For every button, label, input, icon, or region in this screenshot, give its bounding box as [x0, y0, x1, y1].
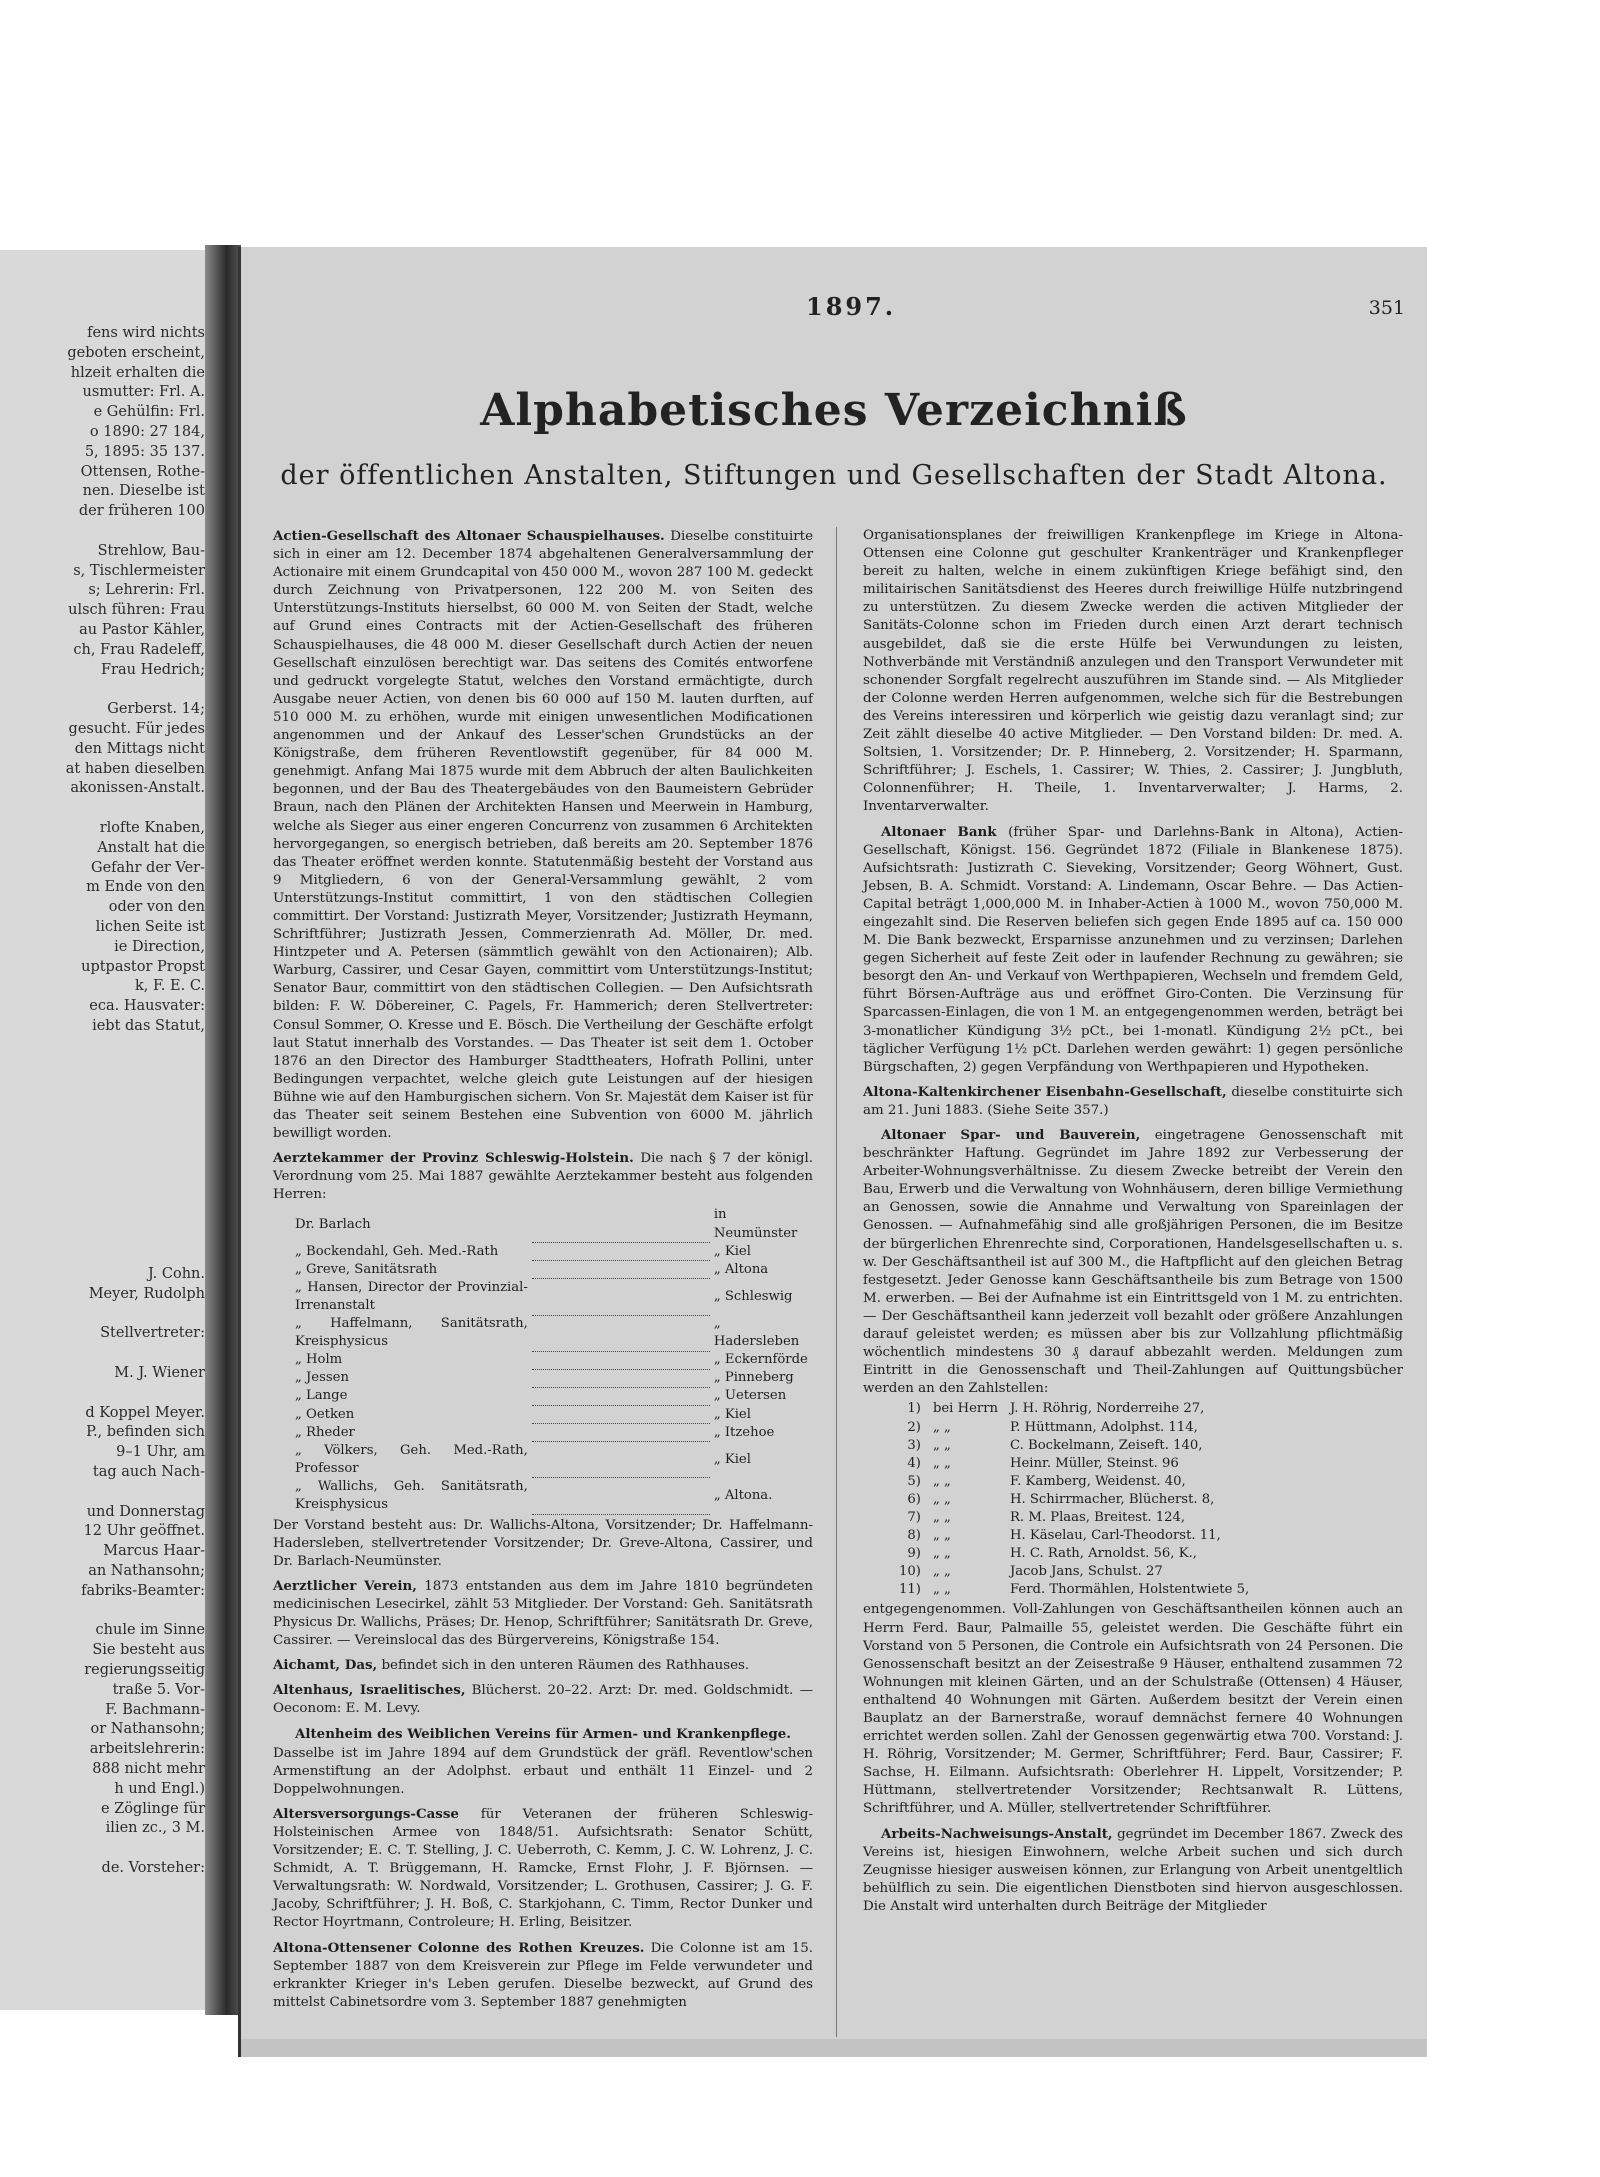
left-page-line: nen. Dieselbe ist: [82, 483, 205, 500]
table-row: [291, 1369, 813, 1387]
entry-heading: Altenhaus, Israelitisches,: [273, 1682, 466, 1699]
left-page-line: Stellvertreter:: [100, 1325, 205, 1342]
zahlstelle-pre: „ „: [932, 1473, 951, 1489]
entry-heading: Altenheim des Weiblichen Vereins für Armen- und Krankenpflege.: [295, 1725, 791, 1742]
table-row: [291, 1279, 813, 1315]
leader-dots: [532, 1424, 710, 1442]
zahlstelle-no: 6): [907, 1491, 921, 1507]
left-page-line: h und Engl.): [114, 1780, 205, 1797]
page-year: 1897.: [806, 292, 897, 321]
entry-aerztekammer: [273, 1149, 813, 1204]
left-page-line: an Nathansohn;: [88, 1562, 205, 1579]
entry-arbeits-nachweisung: [863, 1825, 1403, 1916]
entry-text: befindet sich in den unteren Räumen des Rathhauses.: [381, 1658, 750, 1674]
leader-dots: [532, 1279, 710, 1315]
aerzte-name: „ Bockendahl, Geh. Med.-Rath: [295, 1243, 499, 1259]
left-page-line: au Pastor Kähler,: [79, 621, 205, 638]
left-page-line: gesucht. Für jedes: [68, 720, 205, 737]
zahlstelle-name: J. H. Röhrig, Norderreihe 27,: [1010, 1401, 1205, 1417]
leader-dots: [532, 1387, 710, 1405]
entry-text: Dieselbe constituirte sich in einer am 12. December 1874 abgehaltenen Generalversammlung der Actionaire mit einem Grundcapital von 450 000 M., wovon 287 100 M. gedeckt durch Zeichnung von Privatpersonen, 122 200 M. von Seiten des Unterstützungs-Instituts hierselbst, 60 000 M. von Seiten der Stadt, welche auf Grund eines Contracts mit der Actien-Gesellschaft des früheren Schauspielhauses, die 48 000 M. dieser Gesellschaft durch Actien der neuen Gesellschaft einzulösen berechtigt war. Das seitens des Comités entworfene und gedruckt vorgelegte Statut, welches den Vorstand ermächtigte, durch Ausgabe neuer Actien, von denen bis 60 000 auf 150 M. lauten durften, auf 510 000 M. zu erhöhen, wurde mit einigen unwesentlichen Modificationen angenommen und der Ankauf des Lesser'schen Grundstücks an der Königstraße, dem früheren Reventlowstift gegenüber, für 84 000 M. genehmigt. Anfang Mai 1875 wurde mit dem Abbruch der alten Baulichkeiten begonnen, und der Bau des Theatergebäudes von den Baumeistern Gebrüder Braun, nach den Plänen der Architekten Hansen und Meerwein in Hamburg, welche als Sieger aus einer engeren Concurrenz von zusammen 6 Architekten hervorgegangen, so energisch betrieben, daß bereits am 20. September 1876 das Theater eröffnet werden konnte. Statutenmäßig besteht der Vorstand aus 9 Mitgliedern, 6 von der General-Versammlung gewählt, 2 vom Unterstützungs-Institut committirt, 1 von den städtischen Collegien committirt. Der Vorstand: Justizrath Meyer, Vorsitzender; Justizrath Heymann, Schriftführer; Justizrath Jessen, Commerzienrath Ad. Möller, Dr. med. Hintzpeter und A. Petersen (sämmtlich gewählt von den Actionairen); Alb. Warburg, Cassirer, und Cesar Gayen, committirt vom Unterstützungs-Institut; Senator Baur, committirt von den städtischen Collegien. — Den Aufsichtsrath bilden: F. W. Döbereiner, C. Pagels, Fr. Hammerich; deren Stellvertreter: Consul Sommer, O. Kresse und E. Bösch. Die Vertheilung der Geschäfte erfolgt laut Statut innerhalb des Vorstandes. — Das Theater ist seit dem 1. October 1876 an den Director des Hamburger Stadttheaters, Hofrath Pollini, unter Bedingungen verpachtet, welche gleich gute Leistungen auf der hiesigen Bühne wie auf den Hamburgischen sichern. Von Sr. Majestät dem Kaiser ist für das Theater seit seinem Bestehen eine Subvention von 6000 M. jährlich bewilligt worden.: [273, 529, 813, 1142]
entry-heading: Arbeits-Nachweisungs-Anstalt,: [881, 1825, 1113, 1842]
zahlstelle-pre: bei Herrn: [932, 1401, 998, 1417]
left-page-line: de. Vorsteher:: [101, 1859, 205, 1876]
page-bottom-edge: [241, 2039, 1427, 2057]
page-number: 351: [1368, 297, 1405, 319]
zahlstelle-no: 2): [907, 1419, 921, 1435]
zahlstelle-pre: „ „: [932, 1528, 951, 1544]
left-page-line: [0, 1305, 205, 1325]
zahlstelle-no: 3): [907, 1437, 921, 1453]
entry-heading: Altonaer Spar- und Bauverein,: [881, 1127, 1141, 1143]
left-page-line: regierungsseitig: [84, 1661, 205, 1678]
aerzte-name: „ Völkers, Geh. Med.-Rath, Professor: [295, 1442, 528, 1476]
left-page-fragment: [0, 250, 218, 2010]
entry-text: 1873 entstanden aus dem im Jahre 1810 begründeten medicinischen Lesecirkel, zählt 53 Mitglieder. Der Vorstand: Geh. Sanitätsrath Physicus Dr. Wallichs, Präses; Dr. Henop, Schriftführer; Sanitätsrath Dr. Greve, Cassirer. — Vereinslocal das des Bürgervereins, Königstraße 154.: [273, 1578, 813, 1649]
entry-text: (früher Spar- und Darlehns-Bank in Altona), Actien-Gesellschaft, Königst. 156. Gegründet 1872 (Filiale in Blankenese 1875). Aufsichtsrath: Justizrath C. Sieveking, Vorsitzender; Georg Wöhnert, Gust. Jebsen, B. A. Schmidt. Vorstand: A. Lindemann, Oscar Behre. — Das Actien-Capital beträgt 1,000,000 M. in Inhaber-Actien à 1000 M., wovon 750,000 M. eingezahlt sind. Die Reserven beliefen sich gegen Ende 1895 auf ca. 150 000 M. Die Bank bezweckt, Ersparnisse anzunehmen und zu verzinsen; Darlehen gegen Sicherheit auf feste Zeit oder in laufender Rechnung zu gewähren; sie besorgt den An- und Verkauf von Werthpapieren, Wechseln und fremdem Geld, führt Börsen-Aufträge aus und eröffnet Giro-Conten. Die Verzinsung für Sparcassen-Einlagen, die von 1 M. an entgegengenommen werden, beträgt bei 3-monatlicher Kündigung 3½ pCt., bei 1-monatl. Kündigung 2½ pCt., bei täglicher Verfügung 1½ pCt. Darlehen werden gewährt: 1) gegen persönliche Bürgschaften, 2) gegen Verpfändung von Werthpapieren und Hypotheken.: [863, 824, 1403, 1075]
aerzte-name: „ Greve, Sanitätsrath: [295, 1261, 438, 1277]
left-page-line: [0, 799, 205, 819]
zahlstelle-pre: „ „: [932, 1564, 951, 1580]
table-row: [893, 1400, 1255, 1418]
entry-text: für Veteranen der früheren Schleswig-Holsteinischen Armee von 1848/51. Aufsichtsrath: Senator Schütt, Vorsitzender; E. C. T. Stelling, J. C. Ueberroth, C. Kemm, J. C. W. Lohrenz, J. C. Schmidt, A. T. Brüggemann, H. Ramcke, Ernst Flohr, J. F. Björnsen. — Verwaltungsrath: W. Nordwald, Vorsitzender; L. Grothusen, Cassirer; J. G. F. Jacoby, Schriftführer; J. H. Boß, C. Starkjohann, C. Timm, Rector Dunker und Rector Hoyrtmann, Controleure; H. Erling, Beisitzer.: [273, 1806, 813, 1931]
page-subtitle: der öffentlichen Anstalten, Stiftungen und Gesellschaften der Stadt Altona.: [280, 460, 1388, 491]
left-page-line: 888 nicht mehr: [92, 1760, 205, 1777]
table-row: [893, 1491, 1255, 1509]
leader-dots: [532, 1315, 710, 1351]
zahlstelle-name: H. C. Rath, Arnoldst. 56, K.,: [1010, 1546, 1197, 1562]
entry-rothes-kreuz: [273, 1939, 813, 2012]
left-page-line: rlofte Knaben,: [99, 819, 205, 836]
zahlstelle-name: F. Kamberg, Weidenst. 40,: [1010, 1473, 1186, 1489]
zahlstelle-no: 10): [899, 1564, 921, 1580]
table-row: [291, 1478, 813, 1514]
left-page-line: Anstalt hat die: [97, 839, 205, 856]
page-title: Alphabetisches Verzeichniß: [480, 385, 1188, 436]
column-divider: [836, 527, 837, 2037]
table-row: [893, 1437, 1255, 1455]
left-page-line: [0, 1384, 205, 1404]
zahlstelle-pre: „ „: [932, 1491, 951, 1507]
aerzte-place: „ Schleswig: [713, 1288, 793, 1304]
left-page-line: Gefahr der Ver-: [90, 859, 205, 876]
table-row: [291, 1442, 813, 1478]
aerzte-name: „ Wallichs, Geh. Sanitätsrath, Kreisphysicus: [295, 1478, 528, 1512]
zahlstelle-pre: „ „: [932, 1437, 951, 1453]
aerzte-list: [291, 1206, 813, 1514]
zahlstelle-name: Jacob Jans, Schulst. 27: [1010, 1564, 1163, 1580]
zahlstelle-name: H. Schirrmacher, Blücherst. 8,: [1010, 1491, 1215, 1507]
left-page-line: ulsch führen: Frau: [68, 602, 205, 619]
left-page-line: s, Tischlermeister: [73, 562, 205, 579]
left-page-line: uptpastor Propst: [81, 958, 205, 975]
aerzte-place: „ Altona.: [713, 1487, 773, 1503]
entry-rothes-kreuz-continued: [863, 527, 1403, 817]
left-page-line: hlzeit erhalten die: [70, 364, 205, 381]
zahlstelle-no: 11): [899, 1582, 921, 1598]
entry-aerztekammer-vorstand: [273, 1517, 813, 1571]
zahlstelle-pre: „ „: [932, 1582, 951, 1598]
table-row: [893, 1473, 1255, 1491]
left-page-line: s; Lehrerin: Frl.: [88, 582, 205, 599]
left-page-line: fens wird nichts: [87, 325, 205, 341]
right-page: [238, 247, 1427, 2057]
entry-heading: Altersversorgungs-Casse: [273, 1805, 459, 1822]
entry-text: eingetragene Genossenschaft mit beschränkter Haftung. Gegründet im Jahre 1892 zur Verbesserung der Arbeiter-Wohnungsverhältnisse. Zu diesem Zwecke betreibt der Verein den Bau, Erwerb und die Verwaltung von Wohnhäusern, deren billige Vermiethung an Genossen, sowie die Annahme und Verwaltung von Spareinlagen der Genossen. — Aufnahmefähig sind alle großjährigen Personen, die im Besitze der bürgerlichen Ehrenrechte sind, Corporationen, Handelsgesellschaften u. s. w. Der Geschäftsantheil ist auf 300 M., die Haftpflicht auf den gleichen Betrag festgesetzt. Jeder Genosse kann Geschäftsantheile bis zum Betrage von 1500 M. erwerben. — Bei der Aufnahme ist ein Eintrittsgeld von 1 M. zu entrichten. — Der Geschäftsantheil kann jederzeit voll bezahlt oder größere Anzahlungen darauf geleistet werden; es müssen aber bis zur Vollzahlung pflichtmäßig wöchentlich mindestens 30 ₰ darauf abbezahlt werden. Meldungen zum Eintritt in die Genossenschaft und Theil-Zahlungen auf Quittungsbücher werden an den Zahlstellen:: [863, 1128, 1403, 1397]
table-row: [893, 1545, 1255, 1563]
table-row: [291, 1406, 813, 1424]
left-page-line: akonissen-Anstalt.: [70, 780, 205, 797]
table-row: [893, 1509, 1255, 1527]
left-page-line: geboten erscheint,: [67, 344, 205, 361]
zahlstelle-name: H. Käselau, Carl-Theodorst. 11,: [1010, 1528, 1221, 1544]
aerzte-name: „ Hansen, Director der Provinzial-Irrenanstalt: [295, 1279, 528, 1313]
left-page-line: 12 Uhr geöffnet.: [83, 1523, 205, 1540]
aerzte-place: „ Hadersleben: [713, 1316, 800, 1350]
aerzte-place: „ Itzehoe: [713, 1424, 775, 1440]
entry-heading: Actien-Gesellschaft des Altonaer Schauspielhauses.: [273, 528, 665, 544]
zahlstelle-no: 8): [907, 1528, 921, 1544]
entry-text: Organisationsplanes der freiwilligen Krankenpflege im Kriege in Altona-Ottensen eine Colonne gut geschulter Krankenträger und Krankenpfleger bereit zu halten, welche in einem zukünftigen Kriege befähigt sind, den militairischen Sanitätsdienst des Heeres durch freiwillige Hülfe nutzbringend zu unterstützen. Zu diesem Zwecke werden die activen Mitglieder der Sanitäts-Colonne schon im Frieden durch einen Arzt derart technisch ausgebildet, daß sie die erste Hülfe bei Verwundungen zu leisten, Nothverbände mit Verständniß anzulegen und den Transport Verwundeter mit schonender Sorgfalt regelrecht auszuführen im Stande sind. — Als Mitglieder der Colonne werden Herren aufgenommen, welche sich für die Bestrebungen des Vereins interessiren und körperlich wie geistig dazu veranlagt sind; zur Zeit zählt dieselbe 40 active Mitglieder. — Den Vorstand bilden: Dr. med. A. Soltsien, 1. Vorsitzender; Dr. P. Hinneberg, 2. Vorsitzender; H. Sparmann, Schriftführer; J. Eschels, 1. Cassirer; W. Thies, 2. Cassirer; J. Jungbluth, Colonnenführer; H. Theile, 1. Inventarverwalter; J. Harms, 2. Inventarverwalter.: [863, 528, 1403, 815]
zahlstelle-no: 7): [907, 1509, 921, 1525]
entry-altersversorgungs-casse: [273, 1805, 813, 1933]
table-row: [291, 1261, 813, 1279]
aerzte-place: „ Altona: [713, 1261, 769, 1277]
left-page-line: den Mittags nicht: [74, 740, 205, 757]
left-page-line: Ottensen, Rothe-: [80, 463, 205, 480]
left-page-line: 5, 1895: 35 137.: [84, 443, 205, 460]
zahlstelle-name: Ferd. Thormählen, Holstentwiete 5,: [1010, 1582, 1250, 1598]
entry-altonaer-bank: [863, 823, 1403, 1077]
table-row: [893, 1455, 1255, 1473]
zahlstelle-pre: „ „: [932, 1455, 951, 1471]
left-page-line: M. J. Wiener: [114, 1364, 205, 1381]
zahlstelle-pre: „ „: [932, 1546, 951, 1562]
aerzte-place: „ Kiel: [713, 1406, 751, 1422]
zahlstelle-no: 5): [907, 1473, 921, 1489]
left-page-line: und Donnerstag: [86, 1503, 205, 1520]
aerzte-place: „ Kiel: [713, 1243, 751, 1259]
leader-dots: [532, 1478, 710, 1514]
entry-heading: Altona-Ottensener Colonne des Rothen Kreuzes.: [273, 1939, 645, 1956]
zahlstelle-no: 9): [907, 1546, 921, 1562]
zahlstelle-no: 4): [907, 1455, 921, 1471]
left-page-line: tag auch Nach-: [92, 1463, 205, 1480]
entry-text: Die nach § 7 der königl. Verordnung vom 25. Mai 1887 gewählte Aerztekammer besteht aus folgenden Herren:: [273, 1151, 813, 1203]
left-page-line: [0, 1483, 205, 1503]
left-page-line: [0, 522, 205, 542]
entry-spar-bauverein-tail: [863, 1601, 1403, 1818]
left-page-line: o 1890: 27 184,: [89, 423, 205, 440]
zahlstellen-list: [893, 1400, 1255, 1599]
left-page-line: [0, 1344, 205, 1364]
aerzte-name: „ Lange: [295, 1388, 348, 1404]
zahlstelle-name: R. M. Plaas, Breitest. 124,: [1010, 1509, 1186, 1525]
leader-dots: [532, 1442, 710, 1478]
left-page-line: Sie besteht aus: [92, 1642, 205, 1659]
left-page-line: ie Direction,: [114, 938, 205, 955]
entry-text: dieselbe constituirte sich am 21. Juni 1883. (Siehe Seite 357.): [863, 1084, 1403, 1118]
entry-heading: Altona-Kaltenkirchener Eisenbahn-Gesellschaft,: [863, 1083, 1227, 1100]
aerzte-name: Dr. Barlach: [295, 1216, 371, 1232]
left-page-line: Meyer, Rudolph: [88, 1285, 205, 1302]
table-row: [291, 1315, 813, 1351]
left-page-line: traße 5. Vor-: [112, 1681, 205, 1698]
left-page-line: iebt das Statut,: [92, 1017, 205, 1034]
aerzte-place: „ Uetersen: [713, 1388, 787, 1404]
entry-heading: Aerztlicher Verein,: [273, 1577, 417, 1594]
zahlstelle-name: Heinr. Müller, Steinst. 96: [1010, 1455, 1179, 1471]
table-row: [291, 1206, 813, 1242]
aerzte-name: „ Oetken: [295, 1406, 355, 1422]
left-column: [273, 527, 813, 2018]
zahlstelle-name: C. Bockelmann, Zeiseft. 140,: [1010, 1437, 1203, 1453]
leader-dots: [532, 1369, 710, 1387]
left-page-line: ch, Frau Radeleff,: [73, 641, 205, 658]
right-column: [863, 527, 1403, 1922]
table-row: [291, 1387, 813, 1405]
left-page-line: usmutter: Frl. A.: [82, 384, 205, 401]
left-page-line: or Nathansohn;: [90, 1721, 205, 1738]
aerzte-place: „ Kiel: [713, 1451, 751, 1467]
left-page-line: 9–1 Uhr, am: [116, 1444, 205, 1461]
left-page-text-upper: [0, 324, 205, 1037]
left-page-text-lower: [0, 1265, 205, 1879]
entry-text: entgegengenommen. Voll-Zahlungen von Geschäftsantheilen können auch an Herrn Ferd. Baur, Palmaille 55, geleistet werden. Die Geschäfte führt ein Vorstand von 5 Personen, die Controle ein Aufsichtsrath von 24 Personen. Die Genossenschaft besitzt an der Zeisestraße 9 Häuser, enthaltend zusammen 72 Wohnungen mit kleinen Gärten, und an der Schulstraße (Ottensen) 4 Häuser, enthaltend 40 Wohnungen mit Gärten. Außerdem besitzt der Verein einen Bauplatz an der Barnerstraße, worauf demnächst fernere 40 Wohnungen errichtet werden sollen. Zahl der Genossen gegenwärtig etwa 700. Vorstand: J. H. Röhrig, Vorsitzender; M. Germer, Schriftführer; Ferd. Baur, Cassirer; F. Sachse, H. Eilmann. Aufsichtsrath: Oberlehrer H. Lippelt, Vorsitzender; P. Hüttmann, stellvertretender Vorsitzender; Rechtsanwalt R. Lüttens, Schriftführer, und A. Müller, stellvertretender Schriftführer.: [863, 1602, 1403, 1817]
left-page-line: Strehlow, Bau-: [97, 542, 205, 559]
left-page-line: at haben dieselben: [65, 760, 205, 777]
left-page-line: [0, 680, 205, 700]
table-row: [893, 1581, 1255, 1599]
entry-heading: Altonaer Bank: [881, 823, 997, 840]
left-page-line: F. Bachmann-: [105, 1701, 205, 1718]
book-gutter: [205, 245, 241, 2015]
entry-text: Der Vorstand besteht aus: Dr. Wallichs-Altona, Vorsitzender; Dr. Haffelmann-Hadersleben, stellvertretender Vorsitzender; Dr. Greve-Altona, Cassirer, und Dr. Barlach-Neumünster.: [273, 1517, 813, 1569]
leader-dots: [532, 1206, 710, 1242]
aerzte-name: „ Rheder: [295, 1424, 355, 1440]
leader-dots: [532, 1243, 710, 1261]
zahlstelle-pre: „ „: [932, 1509, 951, 1525]
left-page-line: d Koppel Meyer.: [85, 1404, 205, 1421]
aerzte-name: „ Jessen: [295, 1370, 349, 1386]
entry-eisenbahn: [863, 1083, 1403, 1120]
left-page-line: [0, 1602, 205, 1622]
entry-aichamt: [273, 1656, 813, 1675]
left-page-line: fabriks-Beamter:: [81, 1582, 205, 1599]
left-page-line: oder von den: [108, 899, 205, 916]
left-page-line: chule im Sinne: [95, 1622, 205, 1639]
left-page-line: m Ende von den: [86, 879, 205, 896]
table-row: [291, 1351, 813, 1369]
entry-altenheim: [273, 1725, 813, 1799]
left-page-line: eca. Hausvater:: [89, 998, 205, 1015]
entry-actien-gesellschaft: [273, 527, 813, 1143]
left-page-line: k, F. E. C.: [134, 978, 205, 995]
aerzte-place: „ Eckernförde: [713, 1352, 808, 1368]
left-page-line: [0, 1839, 205, 1859]
aerzte-place: „ Pinneberg: [713, 1370, 794, 1386]
zahlstelle-no: 1): [907, 1401, 921, 1417]
table-row: [893, 1563, 1255, 1581]
entry-altenhaus: [273, 1681, 813, 1718]
left-page-line: der früheren 100: [78, 503, 205, 520]
entry-text: Blücherst. 20–22. Arzt: Dr. med. Goldschmidt. — Oeconom: E. M. Levy.: [273, 1683, 813, 1717]
table-row: [291, 1424, 813, 1442]
left-page-line: Frau Hedrich;: [100, 661, 205, 678]
left-page-line: e Zöglinge für: [101, 1800, 205, 1817]
aerzte-place: in Neumünster: [713, 1207, 798, 1241]
entry-heading: Aerztekammer der Provinz Schleswig-Holstein.: [273, 1150, 634, 1167]
left-page-line: P., befinden sich: [86, 1424, 205, 1441]
leader-dots: [532, 1351, 710, 1369]
zahlstelle-name: P. Hüttmann, Adolphst. 114,: [1010, 1419, 1198, 1435]
left-page-line: ilien zc., 3 M.: [105, 1820, 205, 1837]
entry-text: Die Colonne ist am 15. September 1887 von dem Kreisverein zur Pflege im Felde verwundeter und erkrankter Krieger in's Leben gerufen. Dieselbe bezweckt, auf Grund des mittelst Cabinetsordre vom 3. September 1887 genehmigten: [273, 1940, 813, 2010]
table-row: [291, 1243, 813, 1261]
left-page-line: arbeitslehrerin:: [89, 1741, 205, 1758]
entry-spar-bauverein: [863, 1126, 1403, 1398]
leader-dots: [532, 1406, 710, 1424]
leader-dots: [532, 1261, 710, 1279]
table-row: [893, 1527, 1255, 1545]
entry-text: gegründet im December 1867. Zweck des Vereins ist, hiesigen Einwohnern, welche Arbeit suchen und sich durch Zeugnisse hiesiger ausweisen können, zur Erlangung von Arbeit unentgeltlich behülflich zu sein. Die eigentlichen Dienstboten sind hiervon ausgeschlossen. Die Anstalt wird unterhalten durch Beiträge der Mitglieder: [863, 1826, 1403, 1914]
entry-heading: Aichamt, Das,: [273, 1657, 378, 1674]
entry-aerztlicher-verein: [273, 1577, 813, 1650]
left-page-line: lichen Seite ist: [95, 918, 205, 935]
zahlstelle-pre: „ „: [932, 1419, 951, 1435]
left-page-line: J. Cohn.: [147, 1266, 205, 1282]
left-page-line: e Gehülfin: Frl.: [93, 404, 205, 421]
left-page-line: Gerberst. 14;: [107, 701, 205, 718]
entry-text: Dasselbe ist im Jahre 1894 auf dem Grundstück der gräfl. Reventlow'schen Armenstiftung an der Adolphst. erbaut und enthält 11 Einzel- und 2 Doppelwohnungen.: [273, 1745, 813, 1797]
aerzte-name: „ Holm: [295, 1352, 343, 1368]
table-row: [893, 1419, 1255, 1437]
aerzte-name: „ Haffelmann, Sanitätsrath, Kreisphysicus: [295, 1316, 528, 1350]
left-page-line: Marcus Haar-: [103, 1543, 205, 1560]
